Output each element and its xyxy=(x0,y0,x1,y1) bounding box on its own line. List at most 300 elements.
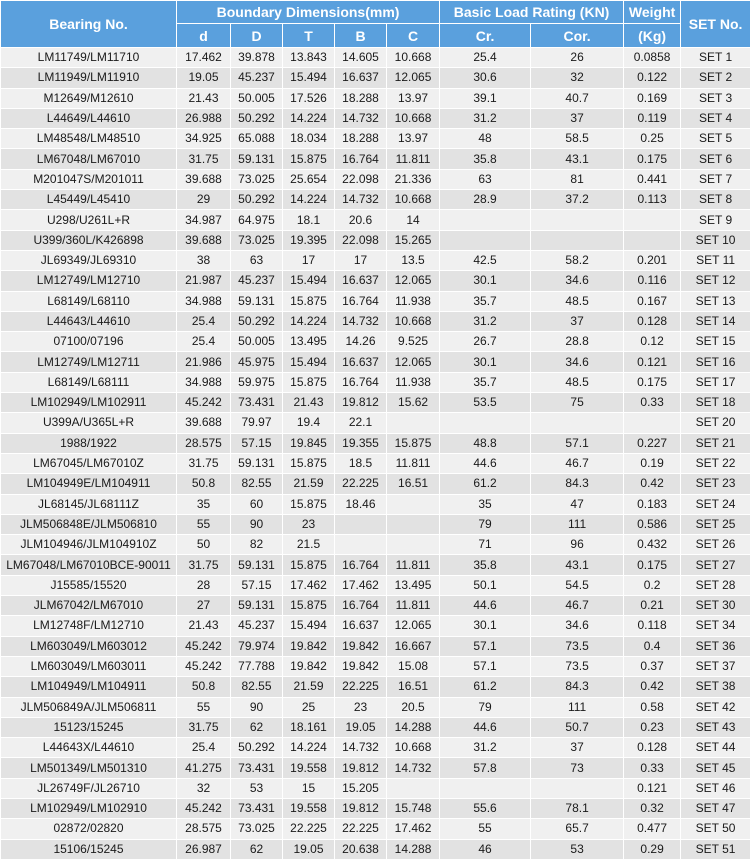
width-c-cell: 17.462 xyxy=(387,819,440,839)
outer-d-cell: 62 xyxy=(231,839,283,859)
bore-d-cell: 38 xyxy=(177,250,231,270)
bearing-no-cell: JLM67042/LM67010 xyxy=(1,596,177,616)
table-row xyxy=(1,68,750,88)
set-no-cell: SET 45 xyxy=(681,758,750,778)
set-no-cell: SET 28 xyxy=(681,575,750,595)
table-row xyxy=(1,372,750,392)
bearing-no-cell: JL68145/JL68111Z xyxy=(1,494,177,514)
width-t-cell: 18.1 xyxy=(283,210,335,230)
outer-d-cell: 59.131 xyxy=(231,149,283,169)
load-cr-cell xyxy=(440,230,531,250)
load-cr-cell: 57.1 xyxy=(440,656,531,676)
load-cor-cell: 37 xyxy=(531,311,624,331)
width-b-cell xyxy=(335,514,387,534)
outer-d-cell: 50.005 xyxy=(231,332,283,352)
width-t-cell: 21.43 xyxy=(283,393,335,413)
width-b-cell: 18.288 xyxy=(335,129,387,149)
width-c-cell: 15.265 xyxy=(387,230,440,250)
width-t-cell: 18.161 xyxy=(283,717,335,737)
bearing-no-cell: LM501349/LM501310 xyxy=(1,758,177,778)
width-c-cell: 11.811 xyxy=(387,596,440,616)
header-col-t: T xyxy=(283,24,335,48)
table-row xyxy=(1,555,750,575)
table-row xyxy=(1,616,750,636)
outer-d-cell: 50.292 xyxy=(231,108,283,128)
weight-cell: 0.122 xyxy=(624,68,681,88)
header-bearing-no: Bearing No. xyxy=(1,1,177,48)
set-no-cell: SET 5 xyxy=(681,129,750,149)
outer-d-cell: 82 xyxy=(231,535,283,555)
width-b-cell: 16.764 xyxy=(335,149,387,169)
load-cr-cell: 44.6 xyxy=(440,453,531,473)
load-cr-cell: 50.1 xyxy=(440,575,531,595)
weight-cell: 0.175 xyxy=(624,555,681,575)
bearing-no-cell: LM11949/LM11910 xyxy=(1,68,177,88)
table-row xyxy=(1,250,750,270)
load-cor-cell: 43.1 xyxy=(531,555,624,575)
width-b-cell: 19.842 xyxy=(335,656,387,676)
width-b-cell: 14.26 xyxy=(335,332,387,352)
load-cr-cell: 28.9 xyxy=(440,190,531,210)
load-cr-cell: 61.2 xyxy=(440,474,531,494)
bore-d-cell: 21.986 xyxy=(177,352,231,372)
width-b-cell: 14.732 xyxy=(335,108,387,128)
width-b-cell: 15.205 xyxy=(335,778,387,798)
width-t-cell: 17.462 xyxy=(283,575,335,595)
width-t-cell: 15.494 xyxy=(283,616,335,636)
set-no-cell: SET 3 xyxy=(681,88,750,108)
weight-cell xyxy=(624,230,681,250)
load-cor-cell: 78.1 xyxy=(531,798,624,818)
load-cor-cell: 46.7 xyxy=(531,453,624,473)
bearing-no-cell: LM12749/LM12711 xyxy=(1,352,177,372)
width-c-cell: 16.51 xyxy=(387,677,440,697)
table-body xyxy=(1,48,750,860)
set-no-cell: SET 42 xyxy=(681,697,750,717)
load-cor-cell: 73 xyxy=(531,758,624,778)
bore-d-cell: 31.75 xyxy=(177,149,231,169)
set-no-cell: SET 14 xyxy=(681,311,750,331)
table-row xyxy=(1,596,750,616)
bore-d-cell: 25.4 xyxy=(177,311,231,331)
bearing-no-cell: LM67048/LM67010BCE-90011 xyxy=(1,555,177,575)
set-no-cell: SET 23 xyxy=(681,474,750,494)
weight-cell: 0.29 xyxy=(624,839,681,859)
width-b-cell: 16.764 xyxy=(335,372,387,392)
load-cor-cell: 37.2 xyxy=(531,190,624,210)
load-cor-cell: 53 xyxy=(531,839,624,859)
header-col-b: B xyxy=(335,24,387,48)
weight-cell: 0.37 xyxy=(624,656,681,676)
outer-d-cell: 73.025 xyxy=(231,819,283,839)
bearing-no-cell: 07100/07196 xyxy=(1,332,177,352)
table-row xyxy=(1,677,750,697)
weight-cell: 0.128 xyxy=(624,311,681,331)
set-no-cell: SET 7 xyxy=(681,169,750,189)
weight-cell: 0.183 xyxy=(624,494,681,514)
width-c-cell: 20.5 xyxy=(387,697,440,717)
width-t-cell: 13.495 xyxy=(283,332,335,352)
weight-cell: 0.167 xyxy=(624,291,681,311)
bearing-no-cell: LM67048/LM67010 xyxy=(1,149,177,169)
load-cr-cell: 79 xyxy=(440,514,531,534)
bore-d-cell: 31.75 xyxy=(177,717,231,737)
load-cor-cell: 58.5 xyxy=(531,129,624,149)
load-cor-cell: 26 xyxy=(531,48,624,68)
width-c-cell: 11.938 xyxy=(387,291,440,311)
width-b-cell: 22.1 xyxy=(335,413,387,433)
table-row xyxy=(1,108,750,128)
outer-d-cell: 39.878 xyxy=(231,48,283,68)
table-row xyxy=(1,169,750,189)
load-cr-cell: 55.6 xyxy=(440,798,531,818)
bearing-no-cell: L45449/L45410 xyxy=(1,190,177,210)
width-t-cell: 25.654 xyxy=(283,169,335,189)
weight-cell: 0.128 xyxy=(624,738,681,758)
weight-cell: 0.121 xyxy=(624,778,681,798)
width-c-cell: 13.97 xyxy=(387,88,440,108)
width-b-cell: 16.764 xyxy=(335,596,387,616)
outer-d-cell: 79.97 xyxy=(231,413,283,433)
bearing-no-cell: LM603049/LM603011 xyxy=(1,656,177,676)
load-cr-cell: 31.2 xyxy=(440,108,531,128)
weight-cell: 0.2 xyxy=(624,575,681,595)
load-cr-cell: 63 xyxy=(440,169,531,189)
width-b-cell: 16.764 xyxy=(335,291,387,311)
header-weight-unit: (Kg) xyxy=(624,24,681,48)
bearing-no-cell: U399A/U365L+R xyxy=(1,413,177,433)
weight-cell: 0.113 xyxy=(624,190,681,210)
width-b-cell: 14.605 xyxy=(335,48,387,68)
load-cr-cell xyxy=(440,778,531,798)
load-cor-cell: 111 xyxy=(531,514,624,534)
weight-cell: 0.21 xyxy=(624,596,681,616)
weight-cell: 0.33 xyxy=(624,393,681,413)
bore-d-cell: 39.688 xyxy=(177,230,231,250)
width-c-cell: 14.288 xyxy=(387,717,440,737)
load-cor-cell: 75 xyxy=(531,393,624,413)
outer-d-cell: 45.237 xyxy=(231,616,283,636)
set-no-cell: SET 2 xyxy=(681,68,750,88)
header-col-cor: Cor. xyxy=(531,24,624,48)
width-t-cell: 19.558 xyxy=(283,758,335,778)
width-c-cell: 10.668 xyxy=(387,108,440,128)
weight-cell: 0.175 xyxy=(624,372,681,392)
load-cr-cell: 44.6 xyxy=(440,596,531,616)
set-no-cell: SET 44 xyxy=(681,738,750,758)
bearing-no-cell: L44649/L44610 xyxy=(1,108,177,128)
bearing-no-cell: LM104949E/LM104911 xyxy=(1,474,177,494)
bore-d-cell: 34.988 xyxy=(177,291,231,311)
set-no-cell: SET 21 xyxy=(681,433,750,453)
width-b-cell: 19.812 xyxy=(335,798,387,818)
load-cr-cell: 79 xyxy=(440,697,531,717)
bore-d-cell: 39.688 xyxy=(177,169,231,189)
width-c-cell xyxy=(387,514,440,534)
bearing-no-cell: LM102949/LM102911 xyxy=(1,393,177,413)
weight-cell: 0.23 xyxy=(624,717,681,737)
set-no-cell: SET 6 xyxy=(681,149,750,169)
bore-d-cell: 32 xyxy=(177,778,231,798)
table-row xyxy=(1,311,750,331)
outer-d-cell: 50.005 xyxy=(231,88,283,108)
weight-cell xyxy=(624,413,681,433)
bore-d-cell: 17.462 xyxy=(177,48,231,68)
bearing-no-cell: JLM506848E/JLM506810 xyxy=(1,514,177,534)
set-no-cell: SET 18 xyxy=(681,393,750,413)
weight-cell: 0.227 xyxy=(624,433,681,453)
bearing-no-cell: J15585/15520 xyxy=(1,575,177,595)
set-no-cell: SET 4 xyxy=(681,108,750,128)
bearing-no-cell: U298/U261L+R xyxy=(1,210,177,230)
table-row xyxy=(1,453,750,473)
load-cr-cell xyxy=(440,413,531,433)
width-c-cell: 15.08 xyxy=(387,656,440,676)
width-b-cell: 17.462 xyxy=(335,575,387,595)
width-t-cell: 15.875 xyxy=(283,149,335,169)
width-b-cell: 14.732 xyxy=(335,311,387,331)
width-c-cell: 16.667 xyxy=(387,636,440,656)
bore-d-cell: 21.43 xyxy=(177,616,231,636)
bearing-no-cell: JLM506849A/JLM506811 xyxy=(1,697,177,717)
width-b-cell: 16.637 xyxy=(335,352,387,372)
load-cr-cell: 71 xyxy=(440,535,531,555)
width-c-cell: 10.668 xyxy=(387,190,440,210)
set-no-cell: SET 15 xyxy=(681,332,750,352)
table-row xyxy=(1,474,750,494)
width-c-cell: 13.97 xyxy=(387,129,440,149)
weight-cell: 0.19 xyxy=(624,453,681,473)
table-row xyxy=(1,149,750,169)
table-header xyxy=(1,1,750,48)
set-no-cell: SET 8 xyxy=(681,190,750,210)
width-t-cell: 18.034 xyxy=(283,129,335,149)
weight-cell: 0.118 xyxy=(624,616,681,636)
outer-d-cell: 73.431 xyxy=(231,798,283,818)
load-cor-cell: 84.3 xyxy=(531,677,624,697)
bore-d-cell: 50.8 xyxy=(177,677,231,697)
bearing-no-cell: LM104949/LM104911 xyxy=(1,677,177,697)
width-t-cell: 15.875 xyxy=(283,555,335,575)
outer-d-cell: 64.975 xyxy=(231,210,283,230)
width-c-cell: 14.732 xyxy=(387,758,440,778)
width-t-cell: 17.526 xyxy=(283,88,335,108)
width-b-cell: 19.812 xyxy=(335,758,387,778)
weight-cell: 0.169 xyxy=(624,88,681,108)
weight-cell: 0.477 xyxy=(624,819,681,839)
width-c-cell: 11.811 xyxy=(387,453,440,473)
width-c-cell: 13.495 xyxy=(387,575,440,595)
width-t-cell: 15.494 xyxy=(283,352,335,372)
outer-d-cell: 50.292 xyxy=(231,311,283,331)
table-row xyxy=(1,230,750,250)
outer-d-cell: 73.431 xyxy=(231,758,283,778)
set-no-cell: SET 17 xyxy=(681,372,750,392)
load-cor-cell: 57.1 xyxy=(531,433,624,453)
load-cr-cell: 30.1 xyxy=(440,271,531,291)
set-no-cell: SET 46 xyxy=(681,778,750,798)
load-cor-cell: 32 xyxy=(531,68,624,88)
load-cr-cell: 31.2 xyxy=(440,738,531,758)
weight-cell: 0.116 xyxy=(624,271,681,291)
table-row xyxy=(1,433,750,453)
load-cor-cell: 37 xyxy=(531,738,624,758)
weight-cell: 0.175 xyxy=(624,149,681,169)
bearing-no-cell: L44643/L44610 xyxy=(1,311,177,331)
width-b-cell: 16.637 xyxy=(335,616,387,636)
width-t-cell: 15.494 xyxy=(283,271,335,291)
load-cr-cell: 26.7 xyxy=(440,332,531,352)
width-t-cell: 21.5 xyxy=(283,535,335,555)
load-cr-cell: 35 xyxy=(440,494,531,514)
bore-d-cell: 28.575 xyxy=(177,819,231,839)
set-no-cell: SET 24 xyxy=(681,494,750,514)
width-b-cell: 16.637 xyxy=(335,271,387,291)
set-no-cell: SET 9 xyxy=(681,210,750,230)
bearing-no-cell: LM12749/LM12710 xyxy=(1,271,177,291)
width-c-cell: 14.288 xyxy=(387,839,440,859)
set-no-cell: SET 20 xyxy=(681,413,750,433)
width-c-cell: 15.748 xyxy=(387,798,440,818)
bore-d-cell: 21.987 xyxy=(177,271,231,291)
bore-d-cell: 50 xyxy=(177,535,231,555)
load-cor-cell: 48.5 xyxy=(531,372,624,392)
outer-d-cell: 73.025 xyxy=(231,169,283,189)
width-c-cell: 14 xyxy=(387,210,440,230)
bore-d-cell: 31.75 xyxy=(177,555,231,575)
load-cr-cell: 30.1 xyxy=(440,352,531,372)
set-no-cell: SET 38 xyxy=(681,677,750,697)
width-t-cell: 25 xyxy=(283,697,335,717)
width-t-cell: 15.875 xyxy=(283,372,335,392)
bore-d-cell: 34.988 xyxy=(177,372,231,392)
table-row xyxy=(1,819,750,839)
table-row xyxy=(1,291,750,311)
set-no-cell: SET 1 xyxy=(681,48,750,68)
weight-cell: 0.0858 xyxy=(624,48,681,68)
bearing-no-cell: 15123/15245 xyxy=(1,717,177,737)
table-row xyxy=(1,575,750,595)
outer-d-cell: 57.15 xyxy=(231,433,283,453)
load-cor-cell: 111 xyxy=(531,697,624,717)
load-cor-cell: 84.3 xyxy=(531,474,624,494)
width-b-cell: 14.732 xyxy=(335,738,387,758)
outer-d-cell: 59.131 xyxy=(231,291,283,311)
bearing-no-cell: 02872/02820 xyxy=(1,819,177,839)
load-cor-cell: 46.7 xyxy=(531,596,624,616)
width-b-cell: 18.46 xyxy=(335,494,387,514)
header-col-d-large: D xyxy=(231,24,283,48)
weight-cell: 0.121 xyxy=(624,352,681,372)
outer-d-cell: 59.131 xyxy=(231,555,283,575)
outer-d-cell: 60 xyxy=(231,494,283,514)
width-t-cell: 15 xyxy=(283,778,335,798)
load-cor-cell: 50.7 xyxy=(531,717,624,737)
bore-d-cell: 29 xyxy=(177,190,231,210)
width-t-cell: 19.4 xyxy=(283,413,335,433)
bearing-no-cell: LM12748F/LM12710 xyxy=(1,616,177,636)
width-t-cell: 23 xyxy=(283,514,335,534)
width-c-cell: 11.811 xyxy=(387,149,440,169)
outer-d-cell: 82.55 xyxy=(231,677,283,697)
bore-d-cell: 45.242 xyxy=(177,636,231,656)
load-cr-cell: 35.7 xyxy=(440,372,531,392)
set-no-cell: SET 11 xyxy=(681,250,750,270)
width-t-cell: 19.395 xyxy=(283,230,335,250)
bore-d-cell: 34.987 xyxy=(177,210,231,230)
table-row xyxy=(1,210,750,230)
width-t-cell: 15.875 xyxy=(283,494,335,514)
load-cr-cell: 55 xyxy=(440,819,531,839)
set-no-cell: SET 51 xyxy=(681,839,750,859)
load-cr-cell: 48 xyxy=(440,129,531,149)
load-cr-cell xyxy=(440,210,531,230)
bore-d-cell: 28 xyxy=(177,575,231,595)
table-row xyxy=(1,332,750,352)
load-cor-cell: 73.5 xyxy=(531,636,624,656)
load-cor-cell: 37 xyxy=(531,108,624,128)
width-b-cell: 16.637 xyxy=(335,68,387,88)
bearing-no-cell: JL26749F/JL26710 xyxy=(1,778,177,798)
bearing-no-cell: M201047S/M201011 xyxy=(1,169,177,189)
set-no-cell: SET 22 xyxy=(681,453,750,473)
width-c-cell: 21.336 xyxy=(387,169,440,189)
bore-d-cell: 25.4 xyxy=(177,738,231,758)
bore-d-cell: 55 xyxy=(177,514,231,534)
load-cr-cell: 57.1 xyxy=(440,636,531,656)
load-cor-cell: 34.6 xyxy=(531,616,624,636)
bore-d-cell: 26.988 xyxy=(177,108,231,128)
load-cor-cell: 81 xyxy=(531,169,624,189)
load-cr-cell: 35.8 xyxy=(440,149,531,169)
outer-d-cell: 62 xyxy=(231,717,283,737)
outer-d-cell: 59.975 xyxy=(231,372,283,392)
load-cor-cell: 96 xyxy=(531,535,624,555)
width-t-cell: 15.494 xyxy=(283,68,335,88)
load-cor-cell: 48.5 xyxy=(531,291,624,311)
load-cr-cell: 61.2 xyxy=(440,677,531,697)
outer-d-cell: 73.431 xyxy=(231,393,283,413)
bearing-no-cell: U399/360L/K426898 xyxy=(1,230,177,250)
width-b-cell: 22.098 xyxy=(335,230,387,250)
table-row xyxy=(1,656,750,676)
weight-cell: 0.201 xyxy=(624,250,681,270)
bearing-no-cell: L44643X/L44610 xyxy=(1,738,177,758)
set-no-cell: SET 27 xyxy=(681,555,750,575)
bearing-no-cell: JLM104946/JLM104910Z xyxy=(1,535,177,555)
table-row xyxy=(1,778,750,798)
bore-d-cell: 45.242 xyxy=(177,393,231,413)
width-t-cell: 14.224 xyxy=(283,738,335,758)
set-no-cell: SET 10 xyxy=(681,230,750,250)
table-row xyxy=(1,514,750,534)
bearing-no-cell: 1988/1922 xyxy=(1,433,177,453)
width-c-cell: 15.62 xyxy=(387,393,440,413)
width-b-cell: 17 xyxy=(335,250,387,270)
width-c-cell: 9.525 xyxy=(387,332,440,352)
width-b-cell: 18.5 xyxy=(335,453,387,473)
width-b-cell: 19.812 xyxy=(335,393,387,413)
bore-d-cell: 31.75 xyxy=(177,453,231,473)
width-t-cell: 15.875 xyxy=(283,453,335,473)
bore-d-cell: 41.275 xyxy=(177,758,231,778)
weight-cell: 0.32 xyxy=(624,798,681,818)
table-row xyxy=(1,48,750,68)
bore-d-cell: 27 xyxy=(177,596,231,616)
outer-d-cell: 57.15 xyxy=(231,575,283,595)
bearing-no-cell: 15106/15245 xyxy=(1,839,177,859)
header-set-no: SET No. xyxy=(681,1,750,48)
